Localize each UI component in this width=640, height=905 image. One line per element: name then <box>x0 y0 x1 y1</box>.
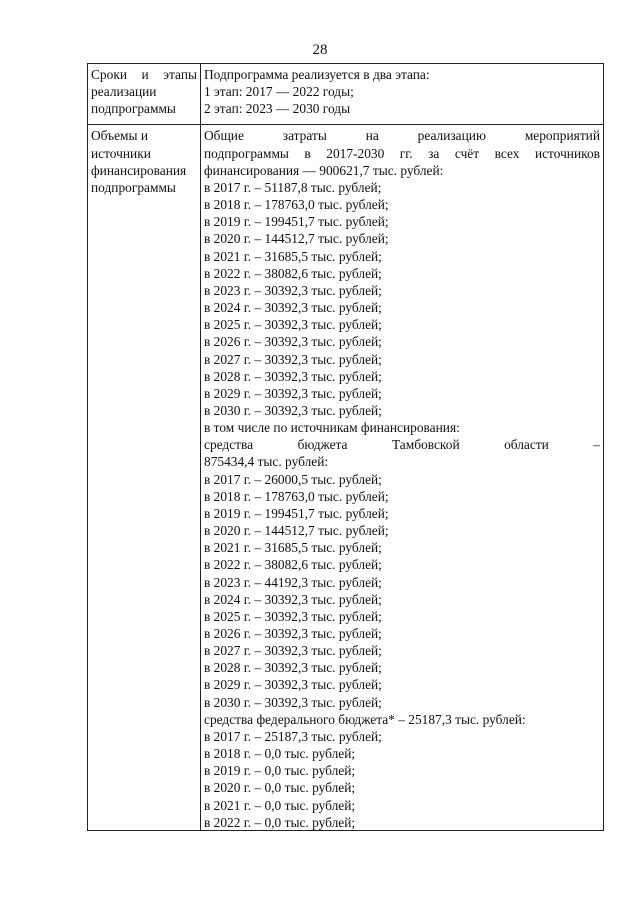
regional-budget-heading: средства бюджета Тамбовской области – <box>204 437 600 453</box>
total-year-line: в 2022 г. – 38082,6 тыс. рублей; <box>204 265 382 281</box>
total-year-line: в 2026 г. – 30392,3 тыс. рублей; <box>204 334 382 350</box>
regional-year-line: в 2017 г. – 26000,5 тыс. рублей; <box>204 471 382 487</box>
funding-label-line: Объемы и <box>91 128 149 144</box>
funding-row <box>88 125 604 830</box>
regional-year-line: в 2030 г. – 30392,3 тыс. рублей; <box>204 694 382 710</box>
regional-year-line: в 2023 г. – 44192,3 тыс. рублей; <box>204 574 382 590</box>
total-year-line: в 2023 г. – 30392,3 тыс. рублей; <box>204 282 382 298</box>
regional-budget-total: 875434,4 тыс. рублей: <box>204 454 329 470</box>
regional-year-line: в 2027 г. – 30392,3 тыс. рублей; <box>204 643 382 659</box>
sources-heading: в том числе по источникам финансирования: <box>204 420 460 436</box>
total-year-line: в 2024 г. – 30392,3 тыс. рублей; <box>204 300 382 316</box>
total-year-line: в 2020 г. – 144512,7 тыс. рублей; <box>204 231 389 247</box>
regional-year-line: в 2025 г. – 30392,3 тыс. рублей; <box>204 608 382 624</box>
stages-text-line: Подпрограмма реализуется в два этапа: <box>204 67 430 82</box>
stages-text-line: 1 этап: 2017 — 2022 годы; <box>204 84 354 100</box>
page-number: 28 <box>312 42 328 58</box>
regional-year-line: в 2029 г. – 30392,3 тыс. рублей; <box>204 677 382 693</box>
regional-year-line: в 2019 г. – 199451,7 тыс. рублей; <box>204 505 389 521</box>
stages-label-cell <box>88 64 201 125</box>
federal-budget-heading: средства федерального бюджета* – 25187,3 тыс. рублей: <box>204 711 526 727</box>
funding-intro-line: Общие затраты на реализацию мероприятий <box>204 128 600 144</box>
funding-label-cell <box>88 125 201 830</box>
federal-year-line: в 2022 г. – 0,0 тыс. рублей; <box>204 814 356 830</box>
regional-year-line: в 2028 г. – 30392,3 тыс. рублей; <box>204 660 382 676</box>
subprogram-passport-table <box>87 63 604 831</box>
funding-intro-line: финансирования — 900621,7 тыс. рублей: <box>204 162 444 178</box>
stages-label-line: Сроки и этапы <box>91 67 197 82</box>
funding-label-line: подпрограммы <box>91 179 176 195</box>
federal-year-line: в 2020 г. – 0,0 тыс. рублей; <box>204 780 356 796</box>
federal-year-line-clipped <box>204 814 600 830</box>
total-year-line: в 2019 г. – 199451,7 тыс. рублей; <box>204 214 389 230</box>
stages-label-line: реализации <box>91 84 157 100</box>
funding-label-line: финансирования <box>91 162 187 178</box>
stages-text-line: 2 этап: 2023 — 2030 годы <box>204 101 351 117</box>
stages-content-cell <box>201 64 604 125</box>
regional-year-line: в 2026 г. – 30392,3 тыс. рублей; <box>204 626 382 641</box>
total-year-line: в 2021 г. – 31685,5 тыс. рублей; <box>204 248 382 264</box>
total-year-line: в 2027 г. – 30392,3 тыс. рублей; <box>204 351 382 367</box>
funding-content-cell <box>201 125 604 830</box>
regional-year-line: в 2024 г. – 30392,3 тыс. рублей; <box>204 591 382 607</box>
regional-year-line: в 2022 г. – 38082,6 тыс. рублей; <box>204 557 382 573</box>
funding-label-line: источники <box>91 145 151 161</box>
funding-intro-line: подпрограммы в 2017-2030 гг. за счёт всех источников <box>204 145 600 161</box>
regional-year-line: в 2018 г. – 178763,0 тыс. рублей; <box>204 488 389 504</box>
federal-year-line: в 2018 г. – 0,0 тыс. рублей; <box>204 746 356 762</box>
stages-label-line: подпрограммы <box>91 101 176 117</box>
total-year-line: в 2017 г. – 51187,8 тыс. рублей; <box>204 179 382 195</box>
total-year-line: в 2025 г. – 30392,3 тыс. рублей; <box>204 317 382 333</box>
total-year-line: в 2029 г. – 30392,3 тыс. рублей; <box>204 385 382 401</box>
total-year-line: в 2018 г. – 178763,0 тыс. рублей; <box>204 197 389 213</box>
stages-row <box>88 64 604 125</box>
total-year-line: в 2030 г. – 30392,3 тыс. рублей; <box>204 402 382 418</box>
regional-year-line: в 2020 г. – 144512,7 тыс. рублей; <box>204 523 389 539</box>
federal-year-line: в 2017 г. – 25187,3 тыс. рублей; <box>204 728 382 744</box>
federal-year-line: в 2019 г. – 0,0 тыс. рублей; <box>204 763 356 779</box>
federal-year-line: в 2021 г. – 0,0 тыс. рублей; <box>204 797 356 813</box>
regional-year-line: в 2021 г. – 31685,5 тыс. рублей; <box>204 540 382 556</box>
total-year-line: в 2028 г. – 30392,3 тыс. рублей; <box>204 368 382 384</box>
